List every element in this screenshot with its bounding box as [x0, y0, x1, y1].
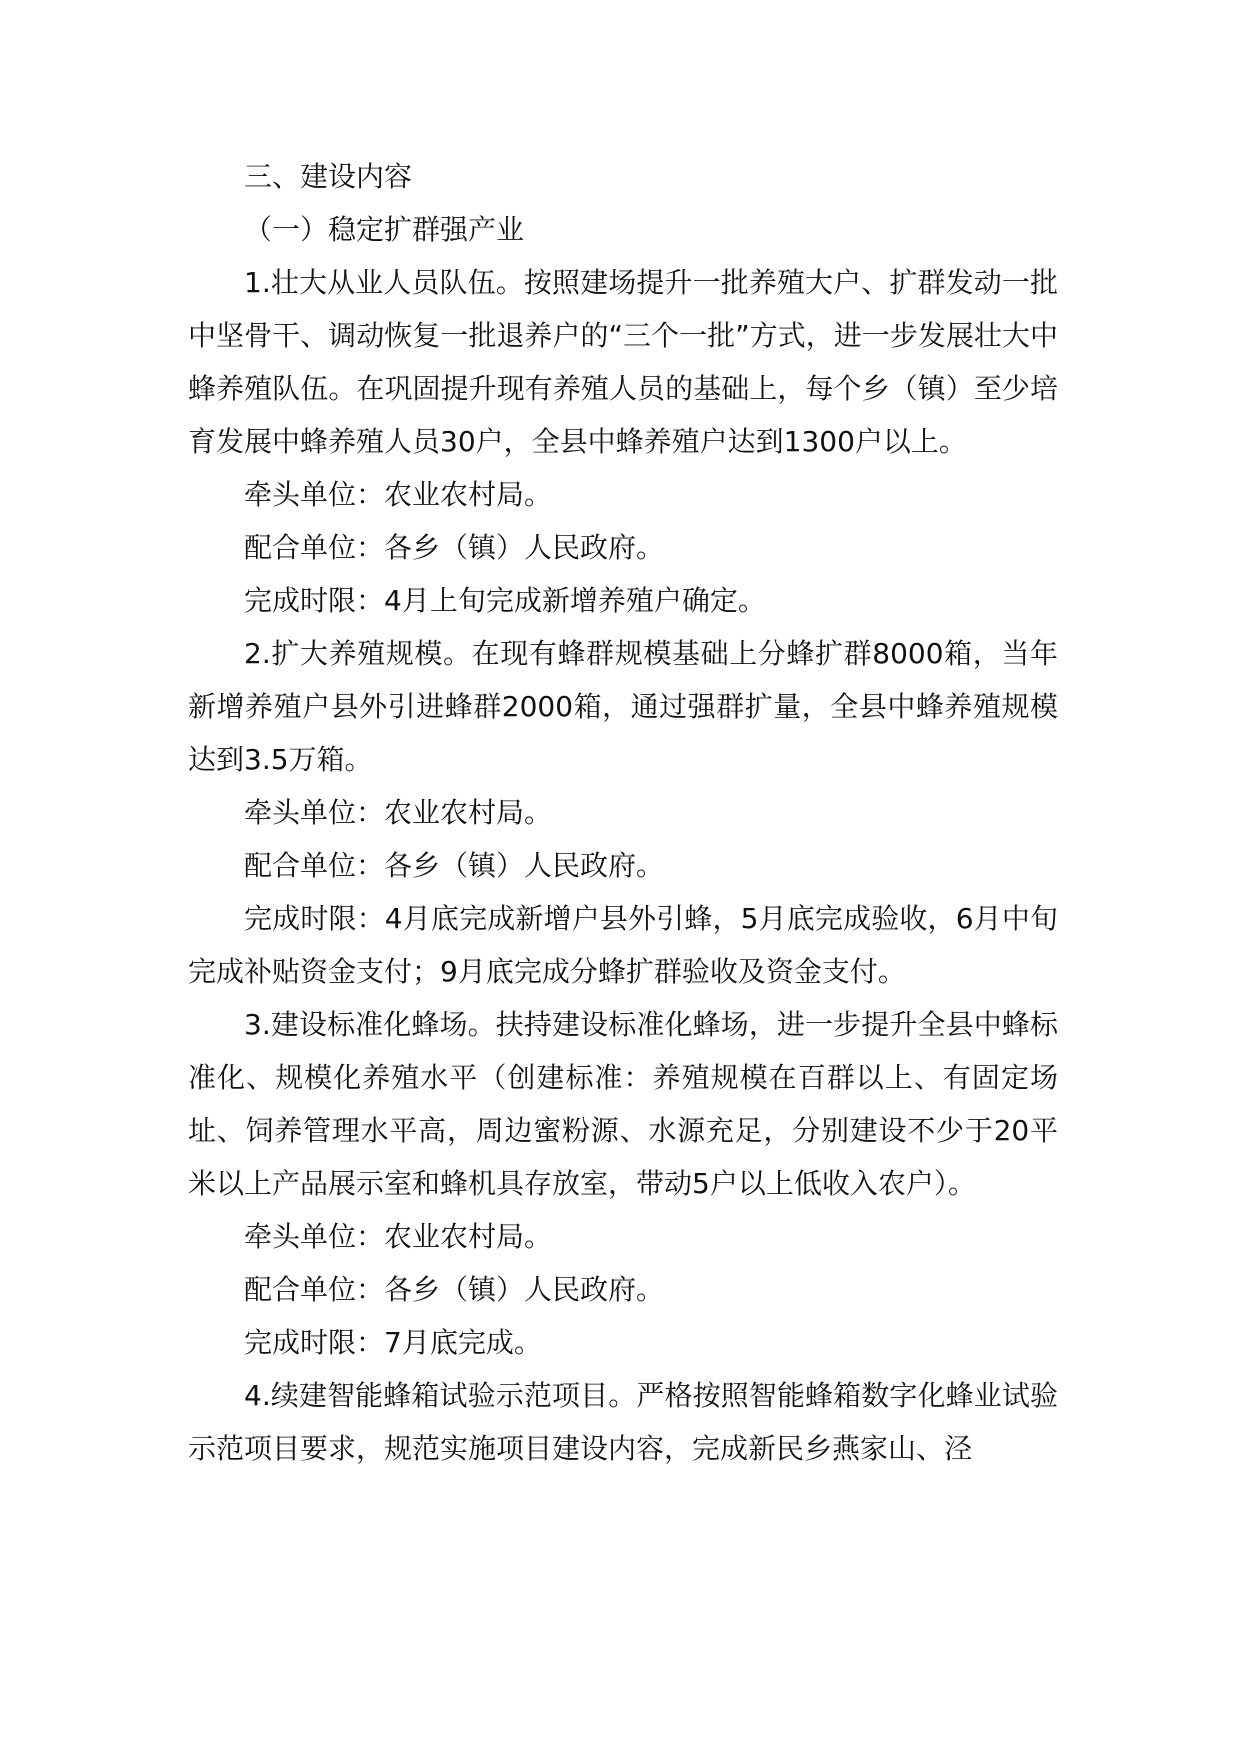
document-body — [188, 150, 1058, 1475]
coop-unit-3: 配合单位：各乡（镇）人民政府。 — [244, 1273, 665, 1306]
coop-unit-1: 配合单位：各乡（镇）人民政府。 — [244, 531, 665, 564]
paragraph-item-2: 2.扩大养殖规模。在现有蜂群规模基础上分蜂扩群8000箱，当年新增养殖户县外引进蜂群2000箱，通过强群扩量，全县中蜂养殖规模达到3.5万箱。 — [188, 637, 1058, 776]
coop-unit-2: 配合单位：各乡（镇）人民政府。 — [244, 849, 665, 882]
deadline-3: 完成时限：7月底完成。 — [244, 1326, 542, 1359]
subsection-heading: （一）稳定扩群强产业 — [244, 213, 525, 246]
paragraph-item-1: 1.壮大从业人员队伍。按照建场提升一批养殖大户、扩群发动一批中坚骨干、调动恢复一批退养户的“三个一批”方式，进一步发展壮大中蜂养殖队伍。在巩固提升现有养殖人员的基础上，每个乡（镇）至少培育发展中蜂养殖人员30户，全县中蜂养殖户达到1300户以上。 — [188, 266, 1058, 458]
lead-unit-2: 牵头单位：农业农村局。 — [244, 796, 553, 829]
deadline-2: 完成时限：4月底完成新增户县外引蜂，5月底完成验收，6月中旬完成补贴资金支付；9月底完成分蜂扩群验收及资金支付。 — [188, 902, 1058, 988]
lead-unit-1: 牵头单位：农业农村局。 — [244, 478, 553, 511]
paragraph-item-3: 3.建设标准化蜂场。扶持建设标准化蜂场，进一步提升全县中蜂标准化、规模化养殖水平（创建标准：养殖规模在百群以上、有固定场址、饲养管理水平高，周边蜜粉源、水源充足，分别建设不少于20平米以上产品展示室和蜂机具存放室，带动5户以上低收入农户）。 — [188, 1008, 1058, 1200]
paragraph-item-4: 4.续建智能蜂箱试验示范项目。严格按照智能蜂箱数字化蜂业试验示范项目要求，规范实施项目建设内容，完成新民乡燕家山、泾 — [188, 1379, 1058, 1465]
lead-unit-3: 牵头单位：农业农村局。 — [244, 1220, 553, 1253]
deadline-1: 完成时限：4月上旬完成新增养殖户确定。 — [244, 584, 766, 617]
section-heading: 三、建设内容 — [244, 160, 413, 193]
